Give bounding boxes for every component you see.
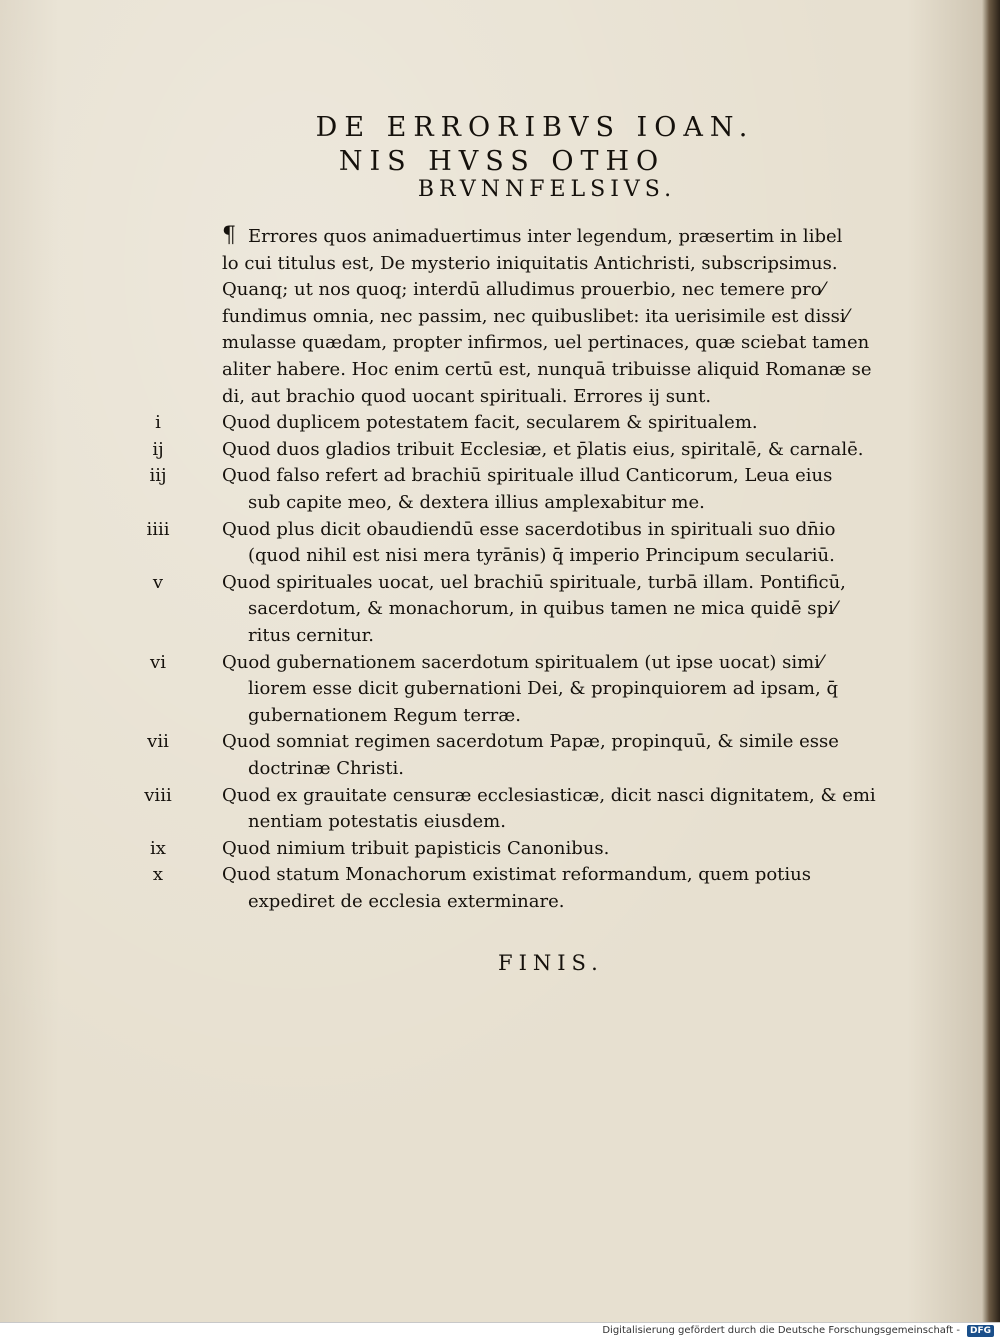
pilcrow-mark: ¶ [222, 223, 236, 248]
error-continuation-line: doctrinæ Christi. [248, 758, 404, 779]
error-continuation-line: ritus cernitur. [248, 625, 375, 646]
title-line-2: NIS HVSS OTHO [338, 146, 666, 177]
footer-credit: Digitalisierung gefördert durch die Deutsche Forschungsgemeinschaft - [602, 1325, 960, 1336]
intro-line: Quanq; ut nos quoq; interdū alludimus prouerbio, nec temere pro⁄ [222, 279, 825, 301]
error-number: vii [147, 731, 169, 753]
error-continuation-line: (quod nihil est nisi mera tyrānis) q̄ imperio Principum seculariū. [248, 545, 835, 567]
error-line: Quod somniat regimen sacerdotum Papæ, propinquū, & simile esse [222, 731, 839, 753]
error-number: iij [149, 465, 167, 487]
error-number: vi [150, 651, 166, 673]
page-edge-shadow [982, 0, 1000, 1322]
error-number: ij [152, 438, 164, 460]
error-number: viii [144, 784, 172, 806]
error-continuation-line: sacerdotum, & monachorum, in quibus tamen ne mica quidē spi⁄ [248, 598, 837, 620]
error-number: i [155, 412, 161, 434]
error-line: Quod nimium tribuit papisticis Canonibus. [222, 837, 610, 859]
intro-line: Errores quos animaduertimus inter legendum, præsertim in libel [248, 226, 843, 247]
error-line: Quod plus dicit obaudiendū esse sacerdotibus in spirituali suo dn̄io [222, 518, 836, 540]
error-line: Quod ex grauitate censuræ ecclesiasticæ, dicit nasci dignitatem, & emi [222, 784, 876, 806]
error-line: Quod falso refert ad brachiū spirituale illud Canticorum, Leua eius [222, 465, 833, 487]
title-line-1: DE ERRORIBVS IOAN. [315, 112, 755, 143]
error-line: Quod spirituales uocat, uel brachiū spirituale, turbā illam. Pontificū, [222, 571, 846, 593]
error-line: Quod statum Monachorum existimat reformandum, quem potius [222, 864, 811, 886]
error-line: Quod gubernationem sacerdotum spiritualem (ut ipse uocat) simi⁄ [222, 651, 823, 673]
footer-bar [0, 1322, 1000, 1339]
error-line: Quod duplicem potestatem facit, secularem & spiritualem. [222, 412, 758, 434]
intro-line: mulasse quædam, propter infirmos, uel pertinaces, quæ sciebat tamen [222, 332, 870, 354]
error-continuation-line: liorem esse dicit gubernationi Dei, & propinquiorem ad ipsam, q̄ [248, 678, 838, 700]
intro-line: fundimus omnia, nec passim, nec quibuslibet: ita uerisimile est dissi⁄ [222, 305, 849, 327]
error-continuation-line: gubernationem Regum terræ. [248, 704, 521, 726]
intro-line: di, aut brachio quod uocant spirituali. Errores ij sunt. [222, 385, 712, 407]
error-number: v [152, 571, 164, 593]
error-number: iiii [146, 518, 170, 540]
intro-line: lo cui titulus est, De mysterio iniquitatis Antichristi, subscripsimus. [222, 252, 838, 274]
title-line-3: BRVNNFELSIVS. [417, 177, 677, 202]
error-continuation-line: sub capite meo, & dextera illius amplexabitur me. [248, 492, 705, 513]
error-number: x [152, 864, 164, 886]
dfg-logo: DFG [967, 1325, 994, 1337]
error-line: Quod duos gladios tribuit Ecclesiæ, et p̄latis eius, spiritalē, & carnalē. [222, 438, 864, 460]
intro-line: aliter habere. Hoc enim certū est, nunquā tribuisse aliquid Romanæ se [222, 359, 872, 380]
error-continuation-line: expediret de ecclesia exterminare. [248, 891, 565, 912]
finis-label: FINIS. [498, 951, 604, 975]
error-number: ix [150, 837, 166, 859]
error-continuation-line: nentiam potestatis eiusdem. [248, 811, 506, 833]
